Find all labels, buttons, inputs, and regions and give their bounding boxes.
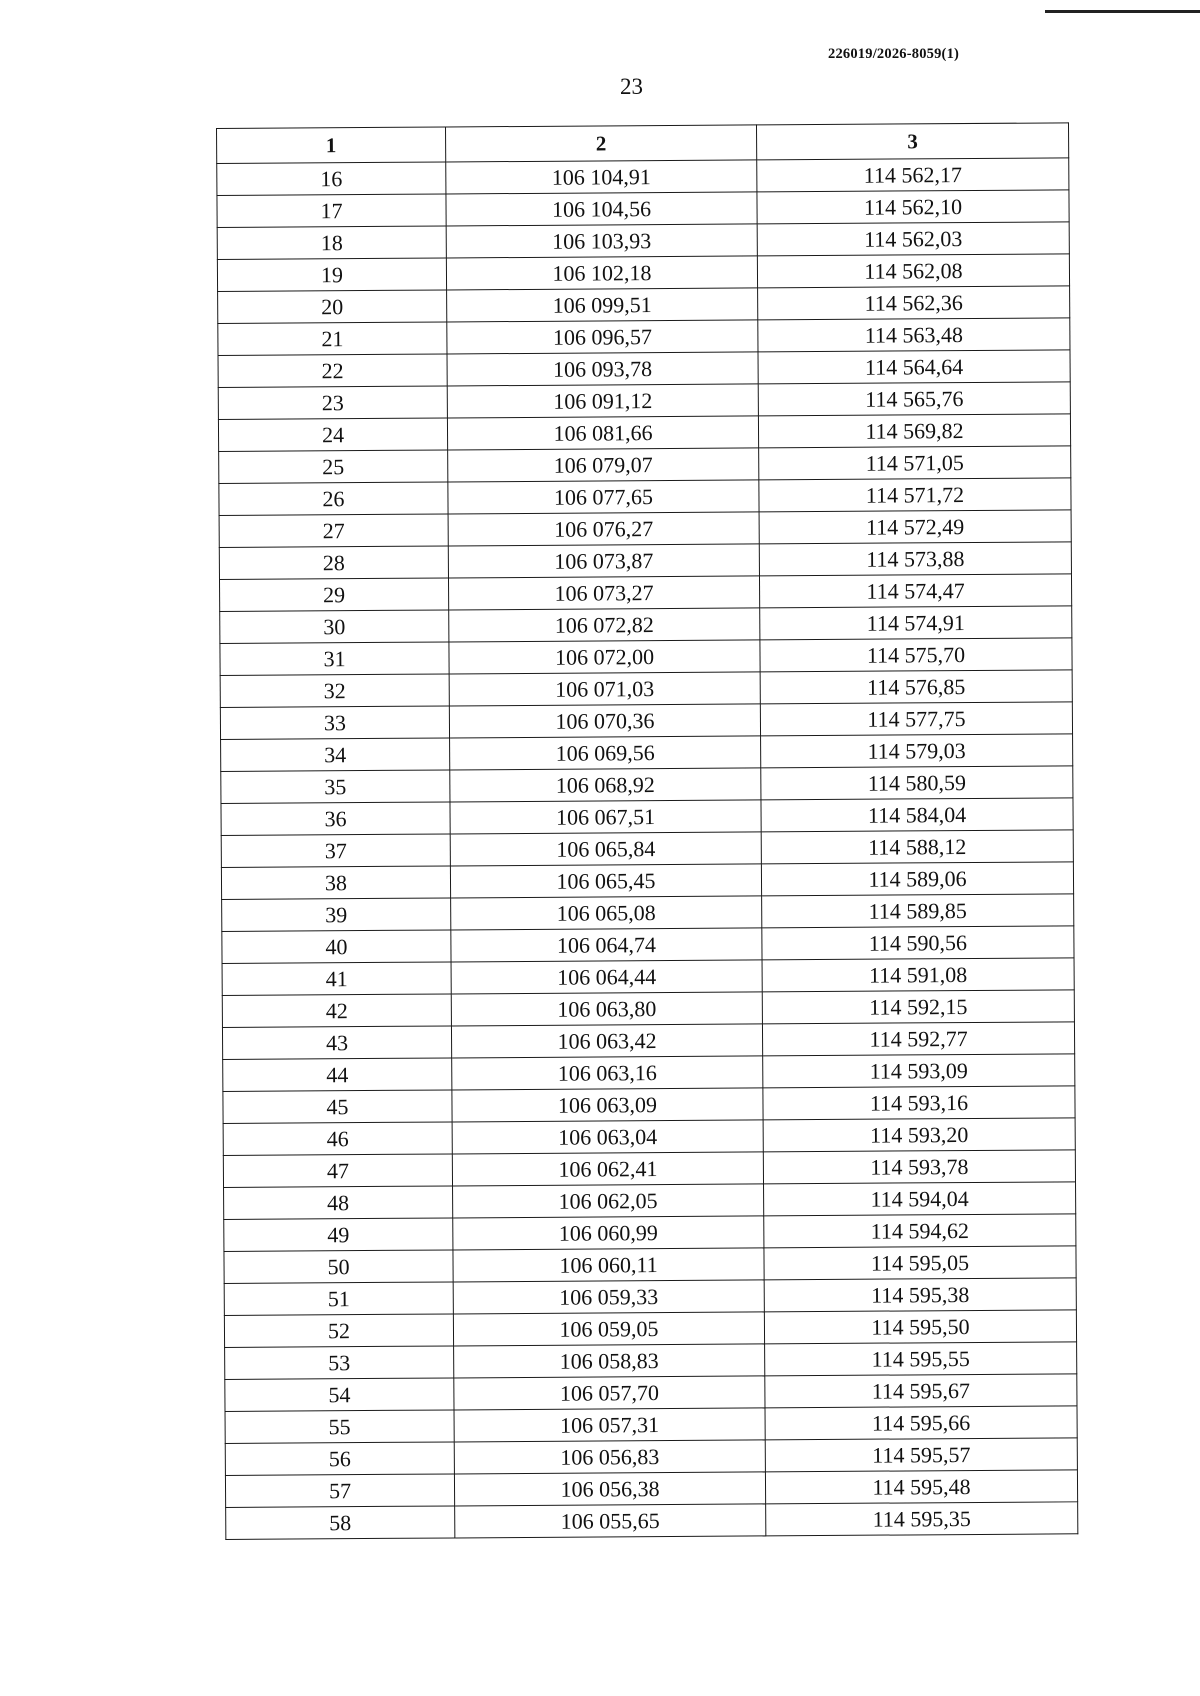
x-coordinate-cell: 106 102,18 [446,256,757,290]
page-number: 23 [620,74,643,99]
x-coordinate-cell: 106 093,78 [447,352,758,386]
point-number-cell: 19 [217,258,446,292]
point-number-cell: 37 [221,834,450,868]
y-coordinate-cell: 114 595,66 [765,1406,1077,1440]
y-coordinate-cell: 114 595,50 [764,1310,1076,1344]
y-coordinate-cell: 114 595,57 [765,1438,1077,1472]
x-coordinate-cell: 106 104,56 [446,192,757,226]
y-coordinate-cell: 114 576,85 [760,670,1072,704]
point-number-cell: 57 [225,1474,454,1508]
point-number-cell: 25 [219,450,448,484]
point-number-cell: 43 [222,1026,451,1060]
y-coordinate-cell: 114 595,35 [766,1502,1078,1536]
point-number-cell: 55 [225,1410,454,1444]
x-coordinate-cell: 106 099,51 [447,288,758,322]
y-coordinate-cell: 114 571,05 [759,446,1071,480]
y-coordinate-cell: 114 593,09 [763,1054,1075,1088]
point-number-cell: 35 [221,770,450,804]
x-coordinate-cell: 106 064,74 [451,928,762,962]
x-coordinate-cell: 106 059,33 [453,1280,764,1314]
y-coordinate-cell: 114 593,16 [763,1086,1075,1120]
point-number-cell: 30 [220,610,449,644]
y-coordinate-cell: 114 593,78 [763,1150,1075,1184]
point-number-cell: 47 [223,1154,452,1188]
x-coordinate-cell: 106 076,27 [448,512,759,546]
table-body [217,158,1078,1540]
y-coordinate-cell: 114 565,76 [758,382,1070,416]
y-coordinate-cell: 114 594,62 [764,1214,1076,1248]
y-coordinate-cell: 114 564,64 [758,350,1070,384]
x-coordinate-cell: 106 063,42 [451,1024,762,1058]
x-coordinate-cell: 106 059,05 [453,1312,764,1346]
point-number-cell: 23 [218,386,447,420]
y-coordinate-cell: 114 571,72 [759,478,1071,512]
y-coordinate-cell: 114 589,85 [762,894,1074,928]
y-coordinate-cell: 114 592,15 [762,990,1074,1024]
point-number-cell: 48 [224,1186,453,1220]
y-coordinate-cell: 114 591,08 [762,958,1074,992]
x-coordinate-cell: 106 063,16 [452,1056,763,1090]
x-coordinate-cell: 106 063,04 [452,1120,763,1154]
x-coordinate-cell: 106 070,36 [449,704,760,738]
x-coordinate-cell: 106 096,57 [447,320,758,354]
point-number-cell: 39 [222,898,451,932]
point-number-cell: 24 [218,418,447,452]
x-coordinate-cell: 106 103,93 [446,224,757,258]
x-coordinate-cell: 106 065,45 [450,864,761,898]
y-coordinate-cell: 114 574,91 [760,606,1072,640]
y-coordinate-cell: 114 584,04 [761,798,1073,832]
x-coordinate-cell: 106 081,66 [447,416,758,450]
point-number-cell: 27 [219,514,448,548]
point-number-cell: 42 [222,994,451,1028]
scan-edge-mark [1045,0,1200,13]
x-coordinate-cell: 106 062,05 [453,1184,764,1218]
point-number-cell: 45 [223,1090,452,1124]
y-coordinate-cell: 114 562,03 [757,222,1069,256]
point-number-cell: 54 [225,1378,454,1412]
table-header-row [217,123,1069,164]
column-header-1: 1 [217,127,446,164]
point-number-cell: 56 [225,1442,454,1476]
y-coordinate-cell: 114 595,55 [765,1342,1077,1376]
point-number-cell: 32 [220,674,449,708]
point-number-cell: 16 [217,162,446,196]
point-number-cell: 26 [219,482,448,516]
y-coordinate-cell: 114 562,17 [757,158,1069,192]
y-coordinate-cell: 114 579,03 [761,734,1073,768]
x-coordinate-cell: 106 091,12 [447,384,758,418]
point-number-cell: 41 [222,962,451,996]
point-number-cell: 33 [220,706,449,740]
point-number-cell: 28 [219,546,448,580]
coordinates-table [216,122,1078,1540]
y-coordinate-cell: 114 590,56 [762,926,1074,960]
y-coordinate-cell: 114 562,36 [758,286,1070,320]
column-header-3: 3 [756,123,1068,160]
point-number-cell: 49 [224,1218,453,1252]
column-header-2: 2 [445,125,756,162]
x-coordinate-cell: 106 065,08 [451,896,762,930]
y-coordinate-cell: 114 592,77 [762,1022,1074,1056]
point-number-cell: 46 [223,1122,452,1156]
y-coordinate-cell: 114 588,12 [761,830,1073,864]
x-coordinate-cell: 106 063,80 [451,992,762,1026]
y-coordinate-cell: 114 577,75 [760,702,1072,736]
y-coordinate-cell: 114 574,47 [759,574,1071,608]
x-coordinate-cell: 106 057,31 [454,1408,765,1442]
y-coordinate-cell: 114 580,59 [761,766,1073,800]
x-coordinate-cell: 106 055,65 [455,1504,766,1538]
y-coordinate-cell: 114 595,67 [765,1374,1077,1408]
x-coordinate-cell: 106 069,56 [450,736,761,770]
point-number-cell: 40 [222,930,451,964]
x-coordinate-cell: 106 062,41 [452,1152,763,1186]
point-number-cell: 53 [225,1346,454,1380]
x-coordinate-cell: 106 064,44 [451,960,762,994]
x-coordinate-cell: 106 104,91 [446,160,757,194]
x-coordinate-cell: 106 077,65 [448,480,759,514]
point-number-cell: 17 [217,194,446,228]
point-number-cell: 18 [217,226,446,260]
x-coordinate-cell: 106 057,70 [454,1376,765,1410]
x-coordinate-cell: 106 073,87 [448,544,759,578]
x-coordinate-cell: 106 072,00 [449,640,760,674]
y-coordinate-cell: 114 569,82 [758,414,1070,448]
point-number-cell: 31 [220,642,449,676]
point-number-cell: 22 [218,354,447,388]
point-number-cell: 58 [226,1506,455,1540]
x-coordinate-cell: 106 072,82 [449,608,760,642]
y-coordinate-cell: 114 595,48 [765,1470,1077,1504]
x-coordinate-cell: 106 058,83 [454,1344,765,1378]
x-coordinate-cell: 106 060,99 [453,1216,764,1250]
y-coordinate-cell: 114 595,05 [764,1246,1076,1280]
point-number-cell: 20 [218,290,447,324]
point-number-cell: 52 [224,1314,453,1348]
y-coordinate-cell: 114 595,38 [764,1278,1076,1312]
x-coordinate-cell: 106 067,51 [450,800,761,834]
x-coordinate-cell: 106 065,84 [450,832,761,866]
y-coordinate-cell: 114 594,04 [764,1182,1076,1216]
y-coordinate-cell: 114 563,48 [758,318,1070,352]
x-coordinate-cell: 106 056,83 [454,1440,765,1474]
document-number: 226019/2026-8059(1) [828,46,960,62]
table-row [226,1502,1078,1540]
point-number-cell: 34 [221,738,450,772]
x-coordinate-cell: 106 063,09 [452,1088,763,1122]
x-coordinate-cell: 106 071,03 [449,672,760,706]
point-number-cell: 29 [219,578,448,612]
point-number-cell: 51 [224,1282,453,1316]
y-coordinate-cell: 114 562,10 [757,190,1069,224]
point-number-cell: 38 [221,866,450,900]
point-number-cell: 36 [221,802,450,836]
y-coordinate-cell: 114 575,70 [760,638,1072,672]
x-coordinate-cell: 106 056,38 [454,1472,765,1506]
point-number-cell: 21 [218,322,447,356]
point-number-cell: 50 [224,1250,453,1284]
y-coordinate-cell: 114 562,08 [757,254,1069,288]
y-coordinate-cell: 114 572,49 [759,510,1071,544]
x-coordinate-cell: 106 068,92 [450,768,761,802]
x-coordinate-cell: 106 079,07 [448,448,759,482]
y-coordinate-cell: 114 593,20 [763,1118,1075,1152]
x-coordinate-cell: 106 073,27 [448,576,759,610]
y-coordinate-cell: 114 573,88 [759,542,1071,576]
y-coordinate-cell: 114 589,06 [761,862,1073,896]
point-number-cell: 44 [223,1058,452,1092]
x-coordinate-cell: 106 060,11 [453,1248,764,1282]
